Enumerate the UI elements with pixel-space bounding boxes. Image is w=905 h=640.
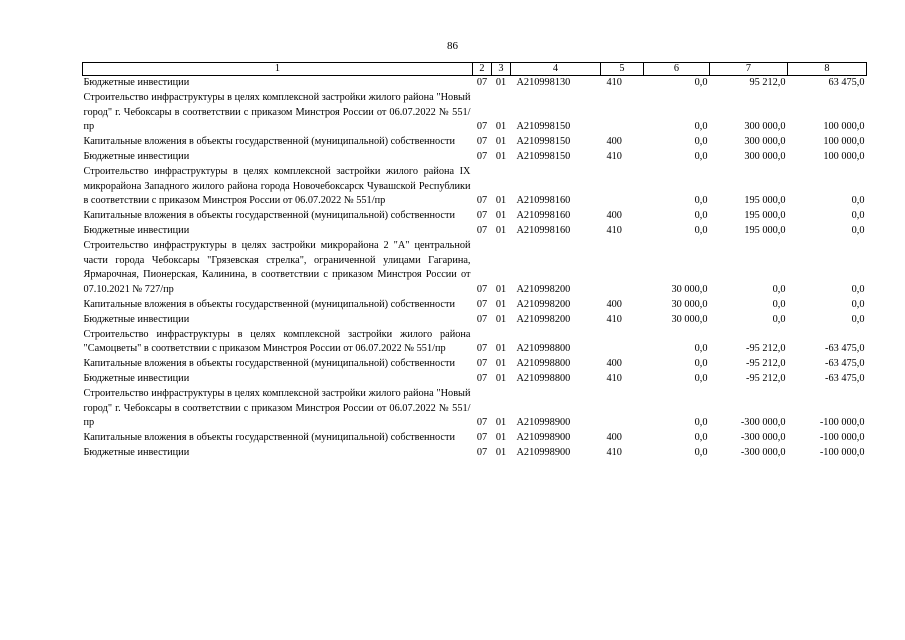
row-target-code: А210998900	[516, 417, 571, 429]
row-amount-year2: 300 000,0	[744, 121, 786, 133]
row-amount-year1: 0,0	[694, 417, 708, 429]
row-amount-year1: 30 000,0	[671, 313, 708, 325]
row-amount-year1: 0,0	[694, 77, 708, 88]
row-amount-year1: 30 000,0	[671, 284, 708, 296]
row-target-code: А210998130	[516, 77, 571, 88]
row-amount-year2: 0,0	[772, 284, 786, 296]
row-subsection: 01	[495, 432, 507, 444]
row-expense-type	[601, 387, 644, 431]
table-row	[83, 446, 867, 461]
row-amount-year3: -100 000,0	[819, 417, 865, 429]
row-amount-year1: 0,0	[694, 210, 708, 222]
row-subsection: 01	[495, 195, 507, 207]
row-expense-type	[601, 91, 644, 135]
row-target-code: А210998160	[516, 224, 571, 236]
page-number: 86	[447, 40, 458, 52]
row-section: 07	[476, 432, 488, 444]
row-target-code: А210998200	[516, 313, 571, 325]
row-expense-type: 400	[606, 298, 622, 310]
table-body	[83, 76, 867, 461]
row-subsection: 01	[495, 121, 507, 133]
row-amount-year3: -100 000,0	[819, 446, 865, 458]
row-amount-year3: 100 000,0	[823, 150, 865, 162]
row-target-code: А210998900	[516, 446, 571, 458]
row-target-code: А210998800	[516, 343, 571, 355]
row-section: 07	[476, 224, 488, 236]
row-amount-year3: 0,0	[851, 195, 865, 207]
row-expense-type: 410	[606, 313, 622, 325]
row-amount-year1: 0,0	[694, 343, 708, 355]
table-row	[83, 150, 867, 165]
row-amount-year1: 0,0	[694, 121, 708, 133]
row-amount-year2: 195 000,0	[744, 210, 786, 222]
row-amount-year3: 0,0	[851, 284, 865, 296]
row-name: Строительство инфраструктуры в целях комплексной застройки жилого района IX микрорайона Западного жилого района города Новочебоксарск Чувашской Республики в соответствии с приказом Минстроя России от 06.07.2022 № 551/пр	[83, 165, 471, 207]
row-name: Капитальные вложения в объекты государственной (муниципальной) собственности	[83, 298, 456, 310]
row-amount-year3: 0,0	[851, 298, 865, 310]
row-amount-year3: 100 000,0	[823, 136, 865, 148]
row-name: Капитальные вложения в объекты государственной (муниципальной) собственности	[83, 358, 456, 370]
row-section: 07	[476, 284, 488, 296]
table-row	[83, 224, 867, 239]
row-amount-year3: 0,0	[851, 313, 865, 325]
row-name: Капитальные вложения в объекты государственной (муниципальной) собственности	[83, 210, 456, 222]
row-amount-year2: -300 000,0	[740, 446, 786, 458]
row-target-code: А210998150	[516, 121, 571, 133]
row-name: Строительство инфраструктуры в целях комплексной застройки жилого района "Новый город" г. Чебоксары в соответствии с приказом Минстроя России от 06.07.2022 № 551/пр	[83, 91, 471, 133]
header-row	[83, 63, 867, 76]
table-row	[83, 357, 867, 372]
column-header-1: 1	[83, 63, 473, 76]
row-expense-type	[601, 165, 644, 209]
row-amount-year2: -300 000,0	[740, 417, 786, 429]
table-row	[83, 91, 867, 135]
column-header-4: 4	[511, 63, 601, 76]
row-amount-year2: 195 000,0	[744, 195, 786, 207]
column-header-6: 6	[644, 63, 710, 76]
row-subsection: 01	[495, 150, 507, 162]
row-subsection: 01	[495, 372, 507, 384]
row-amount-year3: -63 475,0	[825, 343, 865, 355]
row-target-code: А210998800	[516, 372, 571, 384]
row-section: 07	[476, 298, 488, 310]
row-name: Бюджетные инвестиции	[83, 224, 190, 236]
row-subsection: 01	[495, 417, 507, 429]
row-amount-year3: 0,0	[851, 210, 865, 222]
row-amount-year1: 0,0	[694, 224, 708, 236]
row-amount-year2: -95 212,0	[746, 372, 786, 384]
row-name: Бюджетные инвестиции	[83, 372, 190, 384]
row-section: 07	[476, 210, 488, 222]
row-amount-year2: 195 000,0	[744, 224, 786, 236]
row-target-code: А210998900	[516, 432, 571, 444]
row-amount-year2: 300 000,0	[744, 150, 786, 162]
row-amount-year3: -63 475,0	[825, 372, 865, 384]
row-section: 07	[476, 313, 488, 325]
row-target-code: А210998160	[516, 195, 571, 207]
row-expense-type: 410	[606, 224, 622, 236]
row-expense-type: 410	[606, 150, 622, 162]
row-section: 07	[476, 372, 488, 384]
row-expense-type: 400	[606, 432, 622, 444]
row-amount-year1: 0,0	[694, 446, 708, 458]
row-amount-year2: 0,0	[772, 298, 786, 310]
row-section: 07	[476, 77, 488, 88]
row-target-code: А210998200	[516, 298, 571, 310]
row-subsection: 01	[495, 77, 507, 88]
column-header-5: 5	[601, 63, 644, 76]
row-name: Бюджетные инвестиции	[83, 77, 190, 88]
row-target-code: А210998200	[516, 284, 571, 296]
row-amount-year1: 0,0	[694, 358, 708, 370]
row-amount-year3: -100 000,0	[819, 432, 865, 444]
row-subsection: 01	[495, 313, 507, 325]
row-amount-year1: 0,0	[694, 432, 708, 444]
budget-table	[82, 62, 867, 461]
row-subsection: 01	[495, 298, 507, 310]
column-header-3: 3	[492, 63, 511, 76]
column-header-8: 8	[788, 63, 867, 76]
row-subsection: 01	[495, 358, 507, 370]
row-section: 07	[476, 417, 488, 429]
row-subsection: 01	[495, 284, 507, 296]
row-amount-year2: -95 212,0	[746, 343, 786, 355]
row-name: Бюджетные инвестиции	[83, 313, 190, 325]
column-header-2: 2	[473, 63, 492, 76]
row-expense-type: 400	[606, 136, 622, 148]
row-section: 07	[476, 343, 488, 355]
row-name: Бюджетные инвестиции	[83, 150, 190, 162]
row-amount-year2: -300 000,0	[740, 432, 786, 444]
row-expense-type	[601, 328, 644, 358]
row-name: Строительство инфраструктуры в целях застройки микрорайона 2 "А" центральной части города Чебоксары "Грязевская стрелка", ограниченной улицами Гагарина, Ярмарочная, Пионерская, Калинина, в соответствии с приказом Минстроя России от 07.10.2021 № 727/пр	[83, 239, 471, 296]
row-target-code: А210998800	[516, 358, 571, 370]
table-row	[83, 298, 867, 313]
row-section: 07	[476, 150, 488, 162]
row-amount-year1: 0,0	[694, 136, 708, 148]
row-section: 07	[476, 358, 488, 370]
row-amount-year1: 30 000,0	[671, 298, 708, 310]
row-subsection: 01	[495, 343, 507, 355]
row-name: Бюджетные инвестиции	[83, 446, 190, 458]
row-section: 07	[476, 195, 488, 207]
row-amount-year3: 63 475,0	[828, 77, 865, 88]
row-expense-type: 410	[606, 372, 622, 384]
row-expense-type: 400	[606, 358, 622, 370]
table-row	[83, 313, 867, 328]
row-amount-year1: 0,0	[694, 195, 708, 207]
table-row	[83, 135, 867, 150]
row-amount-year3: 0,0	[851, 224, 865, 236]
column-header-7: 7	[710, 63, 788, 76]
row-subsection: 01	[495, 224, 507, 236]
row-section: 07	[476, 136, 488, 148]
row-target-code: А210998150	[516, 150, 571, 162]
table-row	[83, 431, 867, 446]
row-amount-year2: 0,0	[772, 313, 786, 325]
row-subsection: 01	[495, 136, 507, 148]
table-row	[83, 76, 867, 91]
row-expense-type: 400	[606, 210, 622, 222]
row-name: Капитальные вложения в объекты государственной (муниципальной) собственности	[83, 136, 456, 148]
row-name: Строительство инфраструктуры в целях комплексной застройки жилого района "Новый город" г. Чебоксары в соответствии с приказом Минстроя России от 06.07.2022 № 551/пр	[83, 387, 471, 429]
row-subsection: 01	[495, 446, 507, 458]
table-row	[83, 387, 867, 431]
row-amount-year3: -63 475,0	[825, 358, 865, 370]
row-name: Строительство инфраструктуры в целях комплексной застройки жилого района "Самоцветы" в соответствии с приказом Минстроя России от 06.07.2022 № 551/пр	[83, 328, 471, 355]
row-amount-year2: 95 212,0	[749, 77, 786, 88]
row-amount-year2: 300 000,0	[744, 136, 786, 148]
row-amount-year2: -95 212,0	[746, 358, 786, 370]
row-expense-type	[601, 239, 644, 298]
row-amount-year1: 0,0	[694, 372, 708, 384]
row-target-code: А210998160	[516, 210, 571, 222]
row-section: 07	[476, 446, 488, 458]
table-row	[83, 165, 867, 209]
table-row	[83, 328, 867, 358]
table-row	[83, 372, 867, 387]
row-amount-year1: 0,0	[694, 150, 708, 162]
table-row	[83, 239, 867, 298]
row-name: Капитальные вложения в объекты государственной (муниципальной) собственности	[83, 432, 456, 444]
row-subsection: 01	[495, 210, 507, 222]
table-header	[83, 63, 867, 76]
row-section: 07	[476, 121, 488, 133]
row-expense-type: 410	[606, 77, 622, 88]
row-amount-year3: 100 000,0	[823, 121, 865, 133]
table-row	[83, 209, 867, 224]
row-target-code: А210998150	[516, 136, 571, 148]
row-expense-type: 410	[606, 446, 622, 458]
